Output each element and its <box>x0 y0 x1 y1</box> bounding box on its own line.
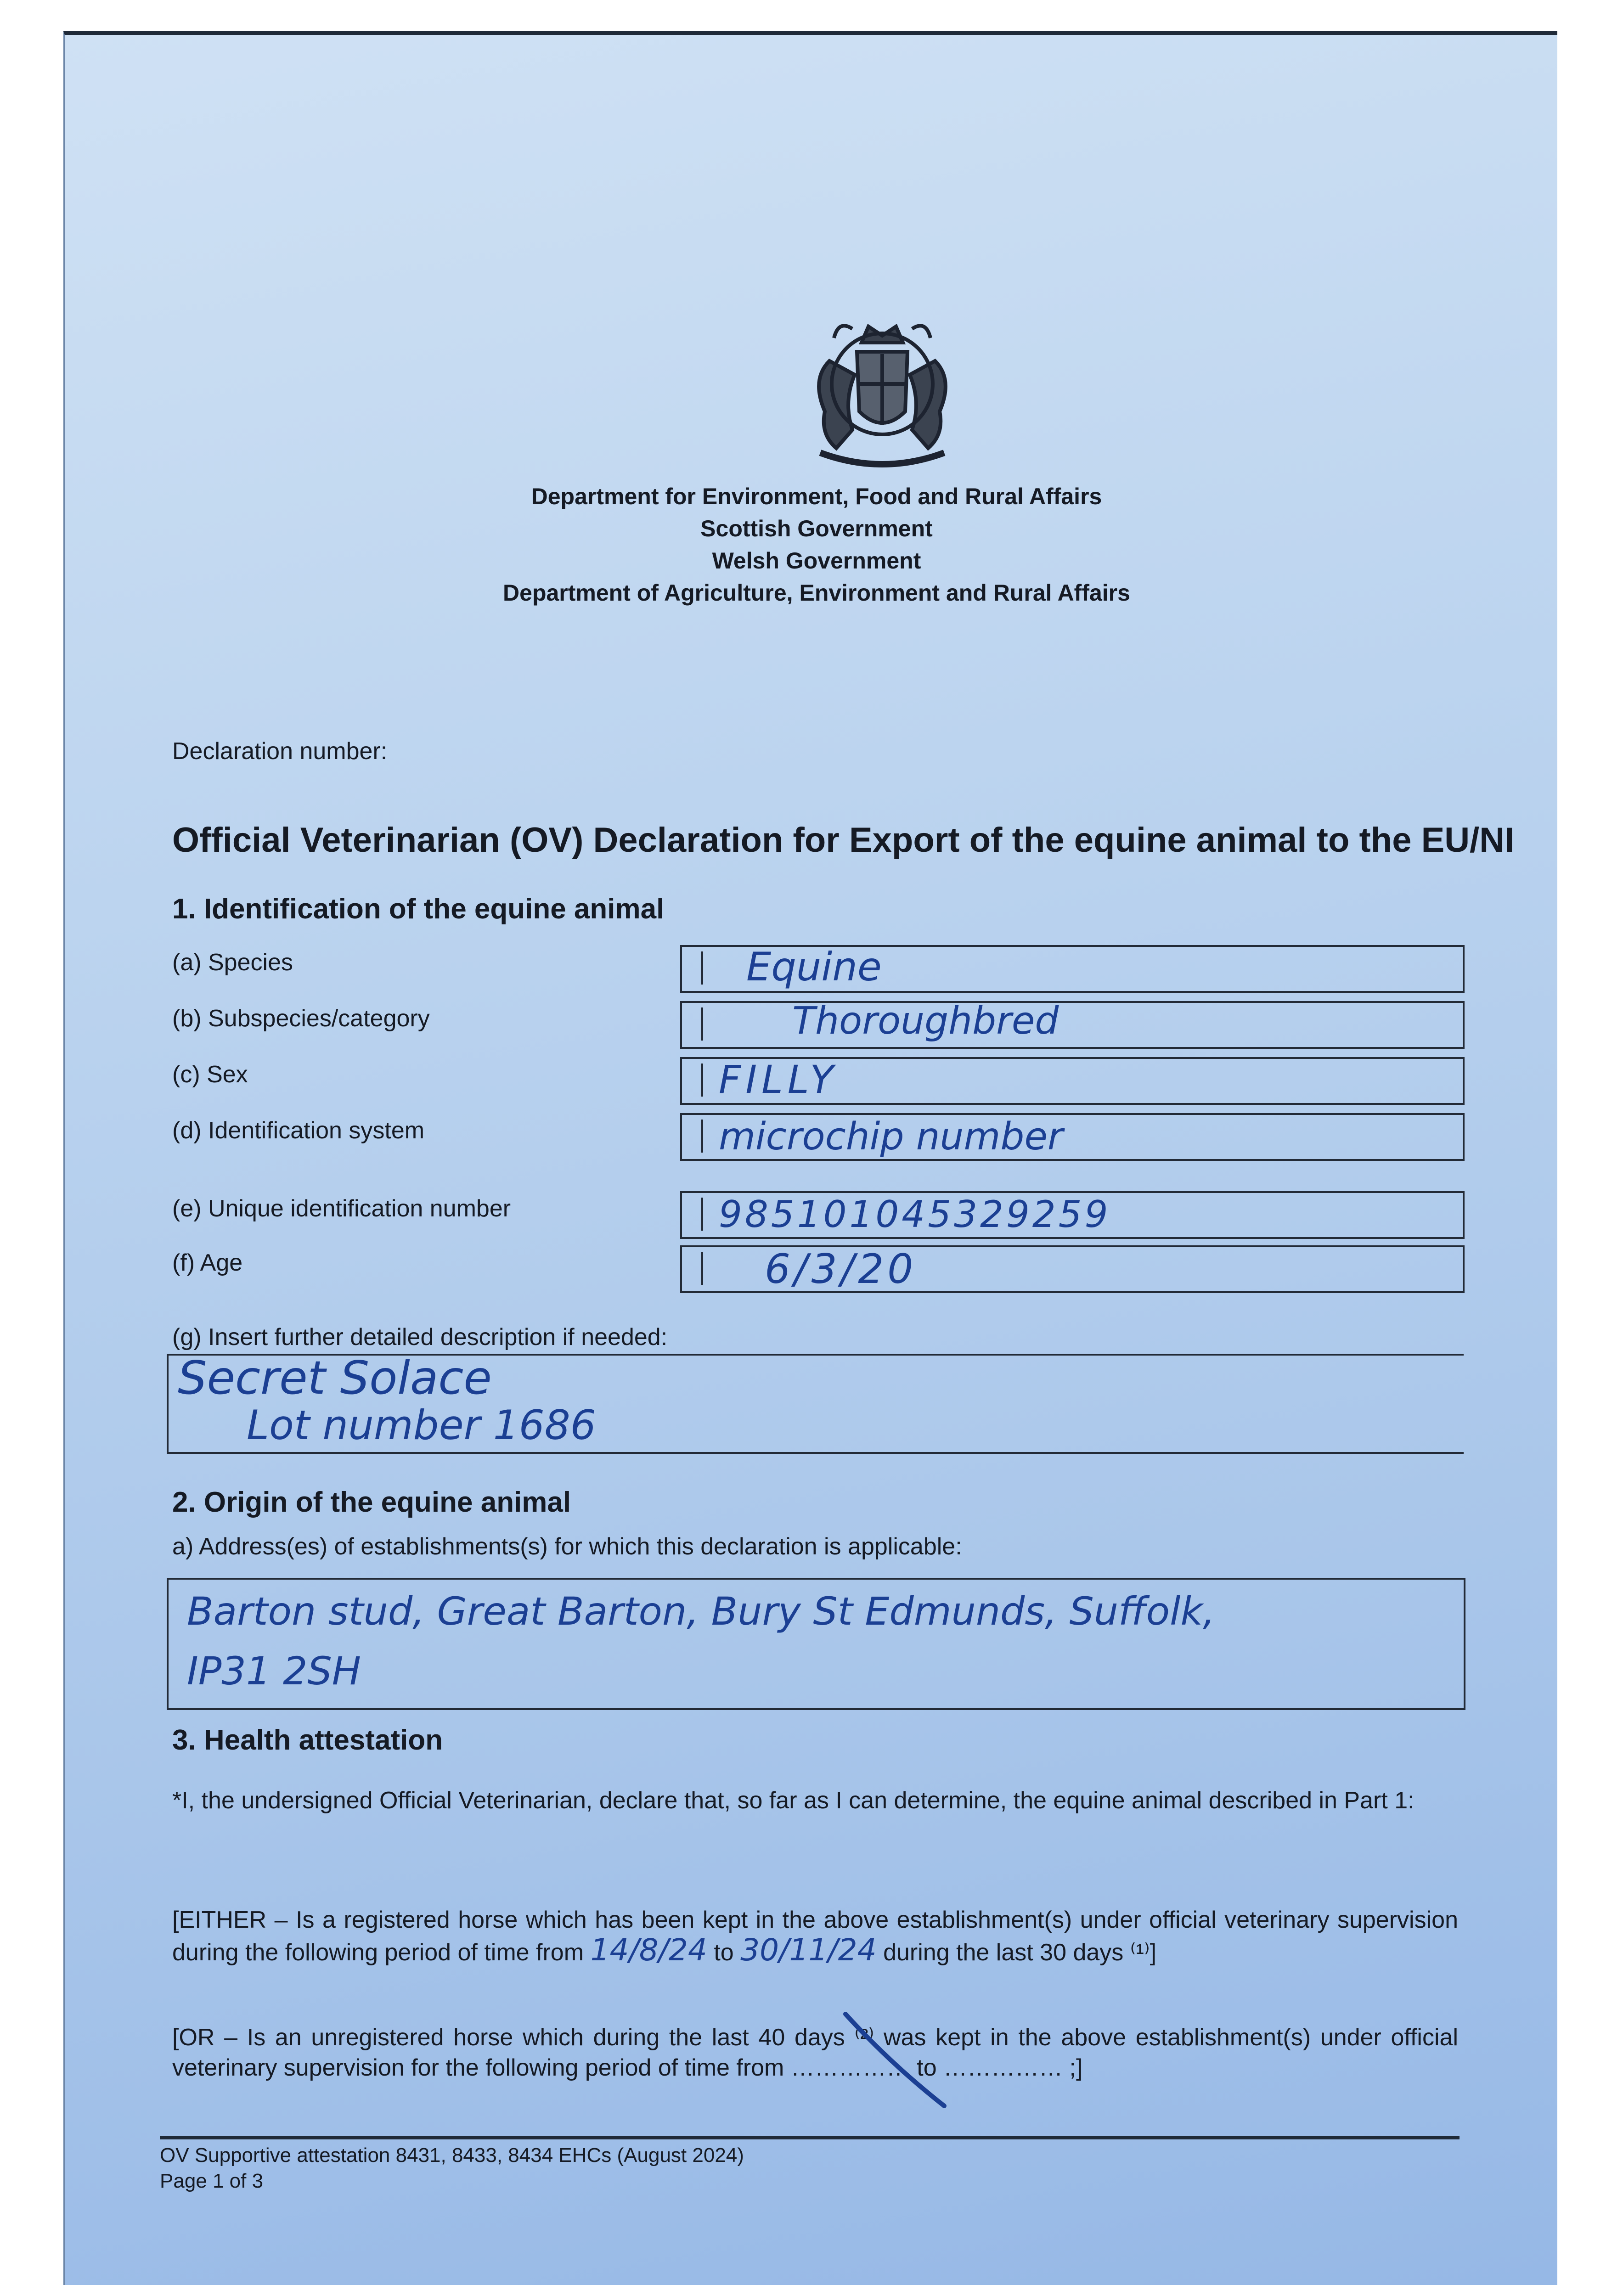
species-label: (a) Species <box>172 949 293 976</box>
footer-divider <box>160 2136 1460 2139</box>
sex-field[interactable] <box>680 1057 1465 1105</box>
either-text: [EITHER – Is a registered horse which has been kept in the above establishment(s) under official veterinary supervision during the following period of time from <box>172 1907 1458 1966</box>
section2-heading: 2. Origin of the equine animal <box>172 1486 571 1518</box>
address-line2: IP31 2SH <box>187 1649 361 1694</box>
declaration-number-label: Declaration number: <box>172 738 388 765</box>
species-field[interactable] <box>680 945 1465 993</box>
footer-reference: OV Supportive attestation 8431, 8433, 8434 EHCs (August 2024) <box>160 2144 744 2167</box>
authority-line: Welsh Government <box>712 548 921 574</box>
or-clause: [OR – Is an unregistered horse which during the last 40 days ⁽²⁾ was kept in the above establishment(s) under official veterinary supervision for the following period of time from …………… to …………… ;] <box>172 2024 1458 2081</box>
authority-line: Scottish Government <box>700 516 933 541</box>
sex-label: (c) Sex <box>172 1061 248 1088</box>
section1-heading: 1. Identification of the equine animal <box>172 893 665 925</box>
either-to-word: to <box>714 1939 734 1966</box>
subspecies-label: (b) Subspecies/category <box>172 1005 430 1032</box>
authority-line: Department for Environment, Food and Rural Affairs <box>531 484 1102 509</box>
authority-line: Department of Agriculture, Environment and Rural Affairs <box>503 580 1130 606</box>
subspecies-value: Thoroughbred <box>792 999 1059 1043</box>
further-description-field[interactable] <box>167 1351 1464 1454</box>
identification-system-label: (d) Identification system <box>172 1117 425 1144</box>
attestation-intro: *I, the undersigned Official Veterinarian, declare that, so far as I can determine, the equine animal described in Part 1: <box>172 1787 1414 1814</box>
sex-value: FILLY <box>719 1057 838 1102</box>
uid-label: (e) Unique identification number <box>172 1195 511 1222</box>
identification-system-value: microchip number <box>719 1115 1063 1159</box>
section3-heading: 3. Health attestation <box>172 1724 443 1756</box>
footer <box>160 2143 744 2194</box>
age-value: 6/3/20 <box>765 1245 917 1293</box>
address-field[interactable] <box>167 1578 1465 1710</box>
royal-coat-of-arms-icon <box>793 310 972 476</box>
further-description-line1: Secret Solace <box>178 1351 492 1405</box>
species-value: Equine <box>746 944 882 990</box>
page-title: Official Veterinarian (OV) Declaration for Export of the equine animal to the EU/NI <box>172 821 1515 860</box>
either-tail: during the last 30 days ⁽¹⁾] <box>883 1939 1157 1966</box>
uid-field[interactable] <box>680 1191 1465 1239</box>
document-page <box>63 31 1557 2285</box>
issuing-authorities <box>1 480 1623 609</box>
subspecies-field[interactable] <box>680 1001 1465 1049</box>
age-label: (f) Age <box>172 1249 243 1276</box>
strike-out-mark-icon <box>841 2009 951 2110</box>
either-to-date: 30/11/24 <box>740 1932 877 1968</box>
further-description-line2: Lot number 1686 <box>247 1401 596 1449</box>
uid-value: 985101045329259 <box>719 1193 1111 1236</box>
identification-system-field[interactable] <box>680 1113 1465 1161</box>
either-clause <box>172 1905 1458 1968</box>
age-field[interactable] <box>680 1245 1465 1293</box>
further-description-label: (g) Insert further detailed description if needed: <box>172 1324 668 1351</box>
page-number: Page 1 of 3 <box>160 2170 264 2192</box>
either-from-date: 14/8/24 <box>590 1932 707 1968</box>
address-label: a) Address(es) of establishments(s) for which this declaration is applicable: <box>172 1533 962 1560</box>
address-line1: Barton stud, Great Barton, Bury St Edmunds, Suffolk, <box>187 1589 1215 1634</box>
